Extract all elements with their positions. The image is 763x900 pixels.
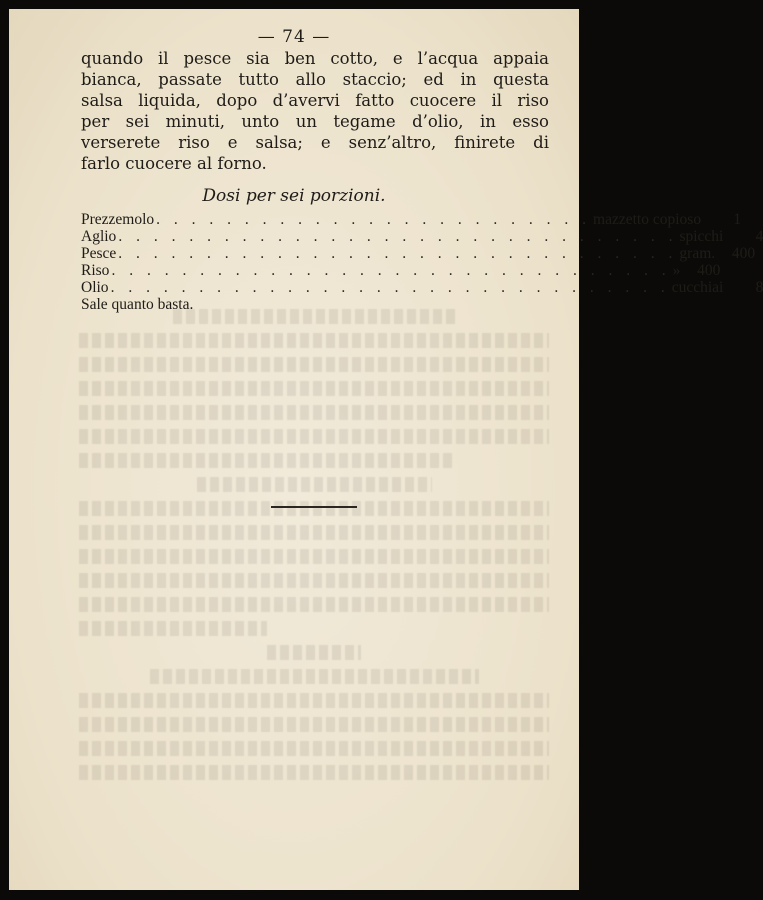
dose-name: Olio	[81, 279, 109, 296]
dose-unit: »	[672, 262, 681, 279]
dose-name: Pesce	[81, 245, 117, 262]
dot-leader: . . . . . . . . . . . . . . . . . . . . . . . . .	[156, 211, 592, 228]
dose-qty: 1	[733, 211, 742, 228]
dose-unit: cucchiai	[671, 279, 724, 296]
dot-leader: . . . . . . . . . . . . . . . . . . . . . . . . . . . . . . . .	[110, 279, 670, 296]
recipe-paragraph	[81, 48, 549, 174]
dose-row-aglio	[81, 228, 763, 245]
dose-qty: 400	[697, 262, 721, 279]
dose-row-pesce	[81, 245, 756, 262]
paragraph-line: verserete riso e salsa; e senz’altro, finirete di	[81, 133, 549, 152]
page-number: — 74 —	[257, 27, 331, 47]
book-page	[9, 9, 763, 890]
dot-leader: . . . . . . . . . . . . . . . . . . . . . . . . . . . . . . . .	[118, 245, 678, 262]
dose-qty: 4	[755, 228, 763, 245]
dose-name: Prezzemolo	[81, 211, 155, 228]
dose-row-prezzemolo	[81, 211, 742, 228]
dose-row-olio	[81, 279, 763, 296]
dot-leader: . . . . . . . . . . . . . . . . . . . . . . . . . . . . . . . .	[111, 262, 671, 279]
doses-heading: Dosi per sei porzioni.	[202, 186, 386, 206]
dose-row-sale	[81, 296, 547, 313]
bleed-through-texture	[79, 309, 549, 829]
dose-unit: gram.	[679, 245, 716, 262]
doses-list	[81, 211, 763, 313]
paragraph-line: bianca, passate tutto allo staccio; ed in questa	[81, 70, 549, 89]
dose-unit: spicchi	[679, 228, 724, 245]
dose-qty: 8	[755, 279, 763, 296]
section-divider	[271, 506, 357, 508]
dot-leader: . . . . . . . . . . . . . . . . . . . . . . . . . . . . . . . .	[118, 228, 678, 245]
dose-final-note: Sale quanto basta.	[81, 296, 194, 313]
paragraph-line: salsa liquida, dopo d’avervi fatto cuocere il riso	[81, 91, 549, 110]
dose-unit: mazzetto copioso	[593, 211, 702, 228]
paragraph-line: per sei minuti, unto un tegame d’olio, in esso	[81, 112, 549, 131]
dose-qty: 400	[731, 245, 756, 262]
paragraph-line: farlo cuocere al forno.	[81, 154, 267, 173]
dose-name: Aglio	[81, 228, 117, 245]
paragraph-line: quando il pesce sia ben cotto, e l’acqua appaia	[81, 49, 549, 68]
dose-name: Riso	[81, 262, 110, 279]
dose-row-riso	[81, 262, 721, 279]
